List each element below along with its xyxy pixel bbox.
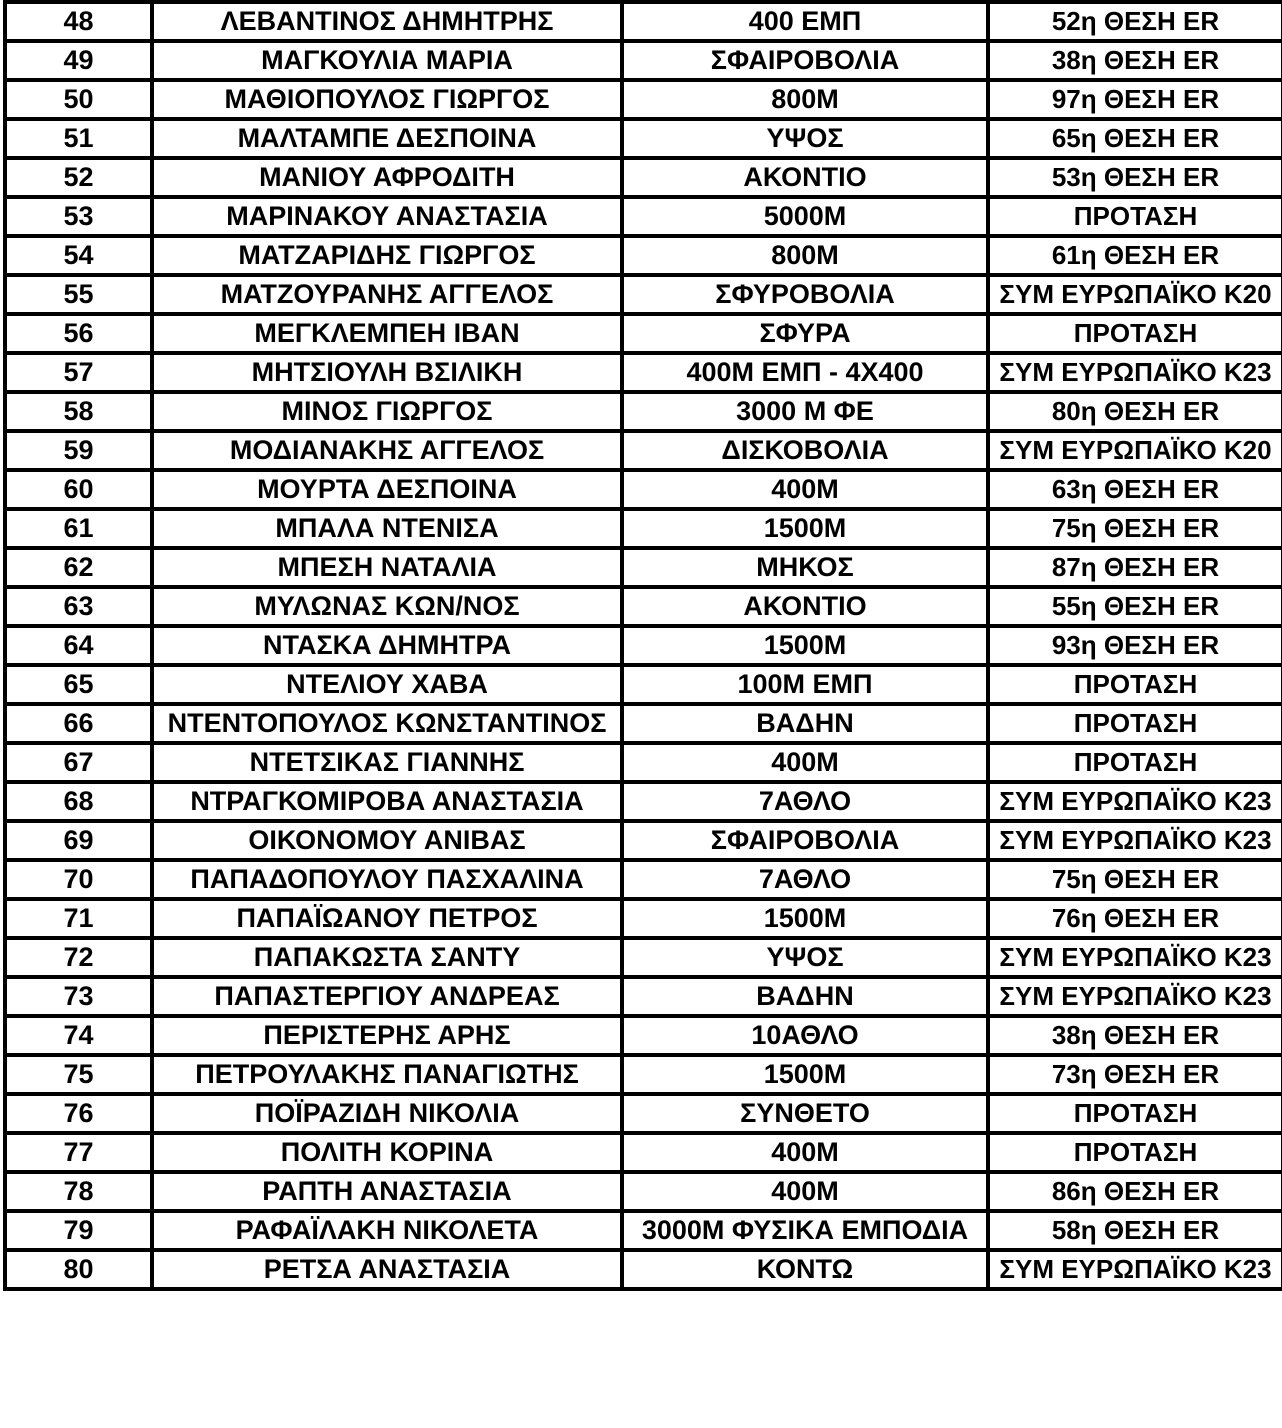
- table-row: [5, 119, 1282, 158]
- qualification-status-cell: 38η ΘΕΣΗ ER: [988, 41, 1282, 80]
- row-number-cell: 80: [5, 1250, 152, 1289]
- qualification-status-cell: 65η ΘΕΣΗ ER: [988, 119, 1282, 158]
- row-number-cell: 58: [5, 392, 152, 431]
- qualification-status-cell: ΣΥΜ ΕΥΡΩΠΑΪΚΟ Κ23: [988, 977, 1282, 1016]
- athlete-name-cell: ΜΠΕΣΗ ΝΑΤΑΛΙΑ: [152, 548, 622, 587]
- row-number-cell: 56: [5, 314, 152, 353]
- table-row: [5, 1094, 1282, 1133]
- qualification-status-cell: ΠΡΟΤΑΣΗ: [988, 197, 1282, 236]
- table-row: [5, 470, 1282, 509]
- event-cell: 1500Μ: [622, 1055, 988, 1094]
- table-row: [5, 587, 1282, 626]
- table-row: [5, 2, 1282, 41]
- event-cell: ΣΦΥΡΟΒΟΛΙΑ: [622, 275, 988, 314]
- athletes-table-body: [5, 2, 1282, 1289]
- athlete-name-cell: ΝΤΕΤΣΙΚΑΣ ΓΙΑΝΝΗΣ: [152, 743, 622, 782]
- event-cell: 400Μ: [622, 1172, 988, 1211]
- event-cell: 400 ΕΜΠ: [622, 2, 988, 41]
- table-row: [5, 899, 1282, 938]
- row-number-cell: 66: [5, 704, 152, 743]
- athlete-name-cell: ΠΑΠΑΔΟΠΟΥΛΟΥ ΠΑΣΧΑΛΙΝΑ: [152, 860, 622, 899]
- row-number-cell: 52: [5, 158, 152, 197]
- event-cell: 3000 Μ ΦΕ: [622, 392, 988, 431]
- qualification-status-cell: ΠΡΟΤΑΣΗ: [988, 1094, 1282, 1133]
- row-number-cell: 74: [5, 1016, 152, 1055]
- event-cell: 3000Μ ΦΥΣΙΚΑ ΕΜΠΟΔΙΑ: [622, 1211, 988, 1250]
- qualification-status-cell: ΠΡΟΤΑΣΗ: [988, 704, 1282, 743]
- row-number-cell: 69: [5, 821, 152, 860]
- qualification-status-cell: ΠΡΟΤΑΣΗ: [988, 665, 1282, 704]
- event-cell: ΜΗΚΟΣ: [622, 548, 988, 587]
- row-number-cell: 50: [5, 80, 152, 119]
- qualification-status-cell: 63η ΘΕΣΗ ER: [988, 470, 1282, 509]
- qualification-status-cell: ΠΡΟΤΑΣΗ: [988, 743, 1282, 782]
- event-cell: ΑΚΟΝΤΙΟ: [622, 587, 988, 626]
- row-number-cell: 76: [5, 1094, 152, 1133]
- athlete-name-cell: ΝΤΕΝΤΟΠΟΥΛΟΣ ΚΩΝΣΤΑΝΤΙΝΟΣ: [152, 704, 622, 743]
- row-number-cell: 62: [5, 548, 152, 587]
- event-cell: 400Μ: [622, 470, 988, 509]
- athlete-name-cell: ΟΙΚΟΝΟΜΟΥ ΑΝΙΒΑΣ: [152, 821, 622, 860]
- athlete-name-cell: ΝΤΡΑΓΚΟΜΙΡΟΒΑ ΑΝΑΣΤΑΣΙΑ: [152, 782, 622, 821]
- event-cell: 400Μ: [622, 743, 988, 782]
- row-number-cell: 73: [5, 977, 152, 1016]
- qualification-status-cell: 53η ΘΕΣΗ ER: [988, 158, 1282, 197]
- athlete-name-cell: ΜΑΤΖΟΥΡΑΝΗΣ ΑΓΓΕΛΟΣ: [152, 275, 622, 314]
- event-cell: ΣΦΑΙΡΟΒΟΛΙΑ: [622, 41, 988, 80]
- qualification-status-cell: 75η ΘΕΣΗ ER: [988, 860, 1282, 899]
- table-row: [5, 704, 1282, 743]
- athlete-name-cell: ΠΟΪΡΑΖΙΔΗ ΝΙΚΟΛΙΑ: [152, 1094, 622, 1133]
- event-cell: ΣΦΥΡΑ: [622, 314, 988, 353]
- event-cell: ΑΚΟΝΤΙΟ: [622, 158, 988, 197]
- athlete-name-cell: ΜΗΤΣΙΟΥΛΗ ΒΣΙΛΙΚΗ: [152, 353, 622, 392]
- qualification-status-cell: 61η ΘΕΣΗ ER: [988, 236, 1282, 275]
- athlete-name-cell: ΡΕΤΣΑ ΑΝΑΣΤΑΣΙΑ: [152, 1250, 622, 1289]
- athlete-name-cell: ΜΠΑΛΑ ΝΤΕΝΙΣΑ: [152, 509, 622, 548]
- table-row: [5, 353, 1282, 392]
- event-cell: ΣΦΑΙΡΟΒΟΛΙΑ: [622, 821, 988, 860]
- row-number-cell: 68: [5, 782, 152, 821]
- athlete-name-cell: ΜΑΤΖΑΡΙΔΗΣ ΓΙΩΡΓΟΣ: [152, 236, 622, 275]
- table-row: [5, 665, 1282, 704]
- event-cell: 400Μ: [622, 1133, 988, 1172]
- qualification-status-cell: 76η ΘΕΣΗ ER: [988, 899, 1282, 938]
- table-row: [5, 938, 1282, 977]
- athlete-name-cell: ΜΙΝΟΣ ΓΙΩΡΓΟΣ: [152, 392, 622, 431]
- row-number-cell: 48: [5, 2, 152, 41]
- athlete-name-cell: ΜΑΘΙΟΠΟΥΛΟΣ ΓΙΩΡΓΟΣ: [152, 80, 622, 119]
- table-row: [5, 860, 1282, 899]
- row-number-cell: 53: [5, 197, 152, 236]
- event-cell: ΥΨΟΣ: [622, 119, 988, 158]
- athlete-name-cell: ΜΑΡΙΝΑΚΟΥ ΑΝΑΣΤΑΣΙΑ: [152, 197, 622, 236]
- row-number-cell: 61: [5, 509, 152, 548]
- event-cell: 1500Μ: [622, 899, 988, 938]
- event-cell: 800Μ: [622, 80, 988, 119]
- athlete-name-cell: ΠΕΡΙΣΤΕΡΗΣ ΑΡΗΣ: [152, 1016, 622, 1055]
- row-number-cell: 49: [5, 41, 152, 80]
- athlete-name-cell: ΠΟΛΙΤΗ ΚΟΡΙΝΑ: [152, 1133, 622, 1172]
- qualification-status-cell: ΠΡΟΤΑΣΗ: [988, 1133, 1282, 1172]
- row-number-cell: 77: [5, 1133, 152, 1172]
- table-row: [5, 1133, 1282, 1172]
- table-row: [5, 821, 1282, 860]
- row-number-cell: 71: [5, 899, 152, 938]
- event-cell: ΔΙΣΚΟΒΟΛΙΑ: [622, 431, 988, 470]
- athlete-name-cell: ΜΕΓΚΛΕΜΠΕΗ ΙΒΑΝ: [152, 314, 622, 353]
- table-row: [5, 1172, 1282, 1211]
- row-number-cell: 78: [5, 1172, 152, 1211]
- table-row: [5, 80, 1282, 119]
- event-cell: ΣΥΝΘΕΤΟ: [622, 1094, 988, 1133]
- table-row: [5, 1016, 1282, 1055]
- athlete-name-cell: ΜΟΥΡΤΑ ΔΕΣΠΟΙΝΑ: [152, 470, 622, 509]
- row-number-cell: 64: [5, 626, 152, 665]
- row-number-cell: 60: [5, 470, 152, 509]
- qualification-status-cell: ΣΥΜ ΕΥΡΩΠΑΪΚΟ Κ23: [988, 353, 1282, 392]
- qualification-status-cell: 38η ΘΕΣΗ ER: [988, 1016, 1282, 1055]
- event-cell: 400Μ ΕΜΠ - 4Χ400: [622, 353, 988, 392]
- athlete-name-cell: ΝΤΑΣΚΑ ΔΗΜΗΤΡΑ: [152, 626, 622, 665]
- event-cell: 800Μ: [622, 236, 988, 275]
- row-number-cell: 57: [5, 353, 152, 392]
- row-number-cell: 79: [5, 1211, 152, 1250]
- athletes-table: [3, 0, 1282, 1291]
- event-cell: 10ΑΘΛΟ: [622, 1016, 988, 1055]
- athlete-name-cell: ΠΑΠΑΪΩΑΝΟΥ ΠΕΤΡΟΣ: [152, 899, 622, 938]
- row-number-cell: 70: [5, 860, 152, 899]
- table-row: [5, 236, 1282, 275]
- table-row: [5, 743, 1282, 782]
- table-row: [5, 509, 1282, 548]
- athlete-name-cell: ΠΕΤΡΟΥΛΑΚΗΣ ΠΑΝΑΓΙΩΤΗΣ: [152, 1055, 622, 1094]
- event-cell: 1500Μ: [622, 626, 988, 665]
- event-cell: 1500Μ: [622, 509, 988, 548]
- table-row: [5, 782, 1282, 821]
- qualification-status-cell: 75η ΘΕΣΗ ER: [988, 509, 1282, 548]
- table-row: [5, 548, 1282, 587]
- athlete-name-cell: ΠΑΠΑΣΤΕΡΓΙΟΥ ΑΝΔΡΕΑΣ: [152, 977, 622, 1016]
- row-number-cell: 63: [5, 587, 152, 626]
- qualification-status-cell: 52η ΘΕΣΗ ER: [988, 2, 1282, 41]
- table-row: [5, 1211, 1282, 1250]
- qualification-status-cell: 58η ΘΕΣΗ ER: [988, 1211, 1282, 1250]
- athlete-name-cell: ΜΑΝΙΟΥ ΑΦΡΟΔΙΤΗ: [152, 158, 622, 197]
- qualification-status-cell: ΣΥΜ ΕΥΡΩΠΑΪΚΟ Κ23: [988, 938, 1282, 977]
- table-row: [5, 1055, 1282, 1094]
- table-row: [5, 1250, 1282, 1289]
- table-row: [5, 275, 1282, 314]
- athlete-name-cell: ΡΑΦΑΪΛΑΚΗ ΝΙΚΟΛΕΤΑ: [152, 1211, 622, 1250]
- athlete-name-cell: ΜΑΓΚΟΥΛΙΑ ΜΑΡΙΑ: [152, 41, 622, 80]
- event-cell: ΒΑΔΗΝ: [622, 704, 988, 743]
- row-number-cell: 75: [5, 1055, 152, 1094]
- qualification-status-cell: 93η ΘΕΣΗ ER: [988, 626, 1282, 665]
- event-cell: 100Μ ΕΜΠ: [622, 665, 988, 704]
- event-cell: ΒΑΔΗΝ: [622, 977, 988, 1016]
- athlete-name-cell: ΠΑΠΑΚΩΣΤΑ ΣΑΝΤΥ: [152, 938, 622, 977]
- athlete-name-cell: ΜΥΛΩΝΑΣ ΚΩΝ/ΝΟΣ: [152, 587, 622, 626]
- table-row: [5, 392, 1282, 431]
- qualification-status-cell: ΣΥΜ ΕΥΡΩΠΑΪΚΟ Κ20: [988, 431, 1282, 470]
- table-row: [5, 197, 1282, 236]
- event-cell: 7ΑΘΛΟ: [622, 782, 988, 821]
- athlete-name-cell: ΡΑΠΤΗ ΑΝΑΣΤΑΣΙΑ: [152, 1172, 622, 1211]
- table-row: [5, 314, 1282, 353]
- qualification-status-cell: 86η ΘΕΣΗ ER: [988, 1172, 1282, 1211]
- event-cell: ΚΟΝΤΩ: [622, 1250, 988, 1289]
- athlete-name-cell: ΜΑΛΤΑΜΠΕ ΔΕΣΠΟΙΝΑ: [152, 119, 622, 158]
- row-number-cell: 51: [5, 119, 152, 158]
- table-row: [5, 626, 1282, 665]
- row-number-cell: 72: [5, 938, 152, 977]
- row-number-cell: 59: [5, 431, 152, 470]
- athlete-name-cell: ΜΟΔΙΑΝΑΚΗΣ ΑΓΓΕΛΟΣ: [152, 431, 622, 470]
- qualification-status-cell: 87η ΘΕΣΗ ER: [988, 548, 1282, 587]
- event-cell: 7ΑΘΛΟ: [622, 860, 988, 899]
- qualification-status-cell: ΠΡΟΤΑΣΗ: [988, 314, 1282, 353]
- qualification-status-cell: 73η ΘΕΣΗ ER: [988, 1055, 1282, 1094]
- table-row: [5, 431, 1282, 470]
- qualification-status-cell: ΣΥΜ ΕΥΡΩΠΑΪΚΟ Κ23: [988, 821, 1282, 860]
- row-number-cell: 65: [5, 665, 152, 704]
- row-number-cell: 67: [5, 743, 152, 782]
- qualification-status-cell: 97η ΘΕΣΗ ER: [988, 80, 1282, 119]
- qualification-status-cell: ΣΥΜ ΕΥΡΩΠΑΪΚΟ Κ20: [988, 275, 1282, 314]
- qualification-status-cell: ΣΥΜ ΕΥΡΩΠΑΪΚΟ Κ23: [988, 1250, 1282, 1289]
- row-number-cell: 54: [5, 236, 152, 275]
- event-cell: 5000Μ: [622, 197, 988, 236]
- athlete-name-cell: ΝΤΕΛΙΟΥ ΧΑΒΑ: [152, 665, 622, 704]
- table-row: [5, 158, 1282, 197]
- table-row: [5, 41, 1282, 80]
- qualification-status-cell: 55η ΘΕΣΗ ER: [988, 587, 1282, 626]
- qualification-status-cell: 80η ΘΕΣΗ ER: [988, 392, 1282, 431]
- table-row: [5, 977, 1282, 1016]
- qualification-status-cell: ΣΥΜ ΕΥΡΩΠΑΪΚΟ Κ23: [988, 782, 1282, 821]
- row-number-cell: 55: [5, 275, 152, 314]
- athlete-name-cell: ΛΕΒΑΝΤΙΝΟΣ ΔΗΜΗΤΡΗΣ: [152, 2, 622, 41]
- event-cell: ΥΨΟΣ: [622, 938, 988, 977]
